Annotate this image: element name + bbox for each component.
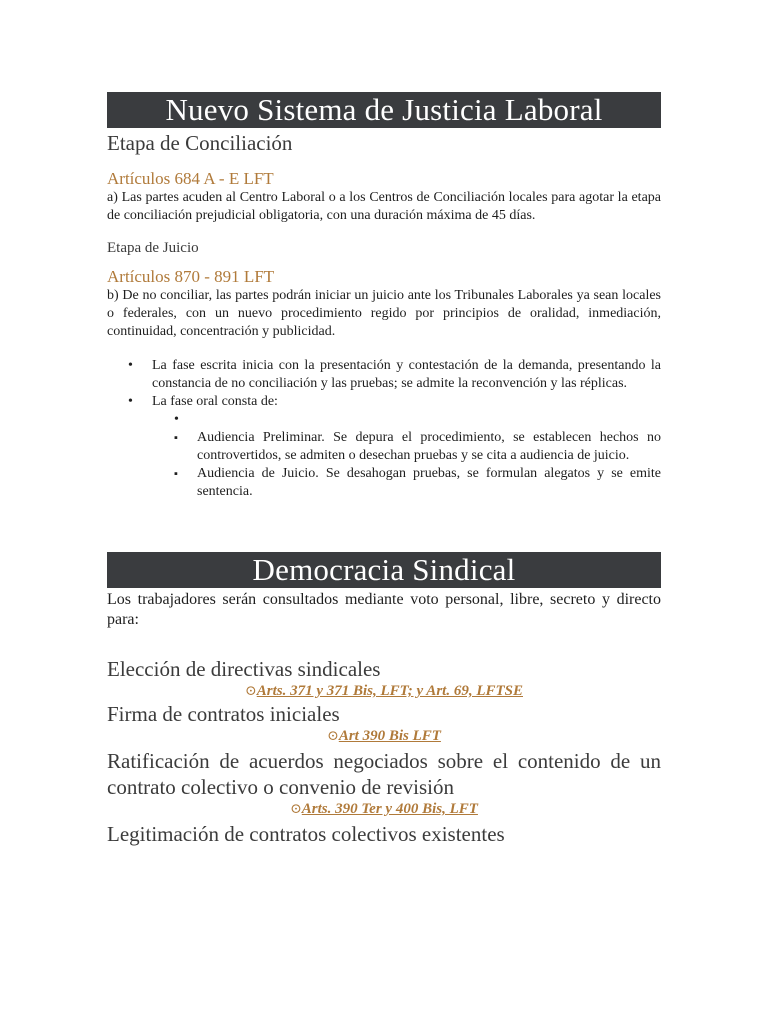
sublist-item-text: Audiencia de Juicio. Se desahogan pruebas, se formulan alegatos y se emite sentencia. xyxy=(197,466,661,499)
list-item xyxy=(107,357,661,393)
bullet-icon: • xyxy=(174,412,179,427)
sublist-item xyxy=(152,465,661,501)
section-title-democracia-sindical: Democracia Sindical xyxy=(107,552,661,588)
reference-link[interactable]: Arts. 371 y 371 Bis, LFT; y Art. 69, LFTSE xyxy=(256,683,523,699)
reference-line xyxy=(107,682,661,701)
reference-link[interactable]: Arts. 390 Ter y 400 Bis, LFT xyxy=(301,801,478,817)
articles-heading-870: Artículos 870 - 891 LFT xyxy=(107,267,275,286)
section-title-justicia-laboral: Nuevo Sistema de Justicia Laboral xyxy=(107,92,661,128)
square-bullet-icon: ▪ xyxy=(174,468,178,480)
reference-line xyxy=(107,727,661,746)
bullet-icon: • xyxy=(128,394,133,409)
reference-line xyxy=(107,800,661,819)
sublist-item xyxy=(152,429,661,465)
stage-heading-juicio: Etapa de Juicio xyxy=(107,240,199,256)
paragraph-b: b) De no conciliar, las partes podrán iniciar un juicio ante los Tribunales Laborales ya sean locales o federales, con un nuevo procedimiento regido por principios de oralidad, inmediación, continuidad, concentración y publicidad. xyxy=(107,288,661,339)
list-item-text: La fase oral consta de: xyxy=(152,394,278,409)
sublist-item-text xyxy=(197,412,201,427)
link-chevron-icon: ⊙ xyxy=(245,684,257,699)
document-page xyxy=(107,92,661,847)
topic-heading: Elección de directivas sindicales xyxy=(107,657,381,681)
topic-heading: Legitimación de contratos colectivos existentes xyxy=(107,822,505,846)
phase-list xyxy=(107,357,661,501)
reference-link[interactable]: Art 390 Bis LFT xyxy=(338,728,441,744)
sublist-item-text: Audiencia Preliminar. Se depura el procedimiento, se establecen hechos no controvertidos, se admiten o desechan pruebas y se cita a audiencia de juicio. xyxy=(197,430,661,463)
topic-heading: Ratificación de acuerdos negociados sobre el contenido de un contrato colectivo o convenio de revisión xyxy=(107,749,661,799)
paragraph-a: a) Las partes acuden al Centro Laboral o a los Centros de Conciliación locales para agotar la etapa de conciliación prejudicial obligatoria, con una duración máxima de 45 días. xyxy=(107,190,661,223)
stage-heading-conciliacion: Etapa de Conciliación xyxy=(107,131,293,155)
articles-heading-684: Artículos 684 A - E LFT xyxy=(107,169,274,188)
intro-paragraph: Los trabajadores serán consultados mediante voto personal, libre, secreto y directo para: xyxy=(107,591,661,628)
topic-heading: Firma de contratos iniciales xyxy=(107,702,340,726)
link-chevron-icon: ⊙ xyxy=(327,729,339,744)
list-item-text: La fase escrita inicia con la presentación y contestación de la demanda, presentando la constancia de no conciliación y las pruebas; se admite la reconvención y las réplicas. xyxy=(152,358,661,391)
oral-phase-sublist xyxy=(152,411,661,501)
sublist-item xyxy=(152,411,661,429)
square-bullet-icon: ▪ xyxy=(174,432,178,444)
list-item xyxy=(107,393,661,501)
bullet-icon: • xyxy=(128,358,133,373)
link-chevron-icon: ⊙ xyxy=(290,802,302,817)
